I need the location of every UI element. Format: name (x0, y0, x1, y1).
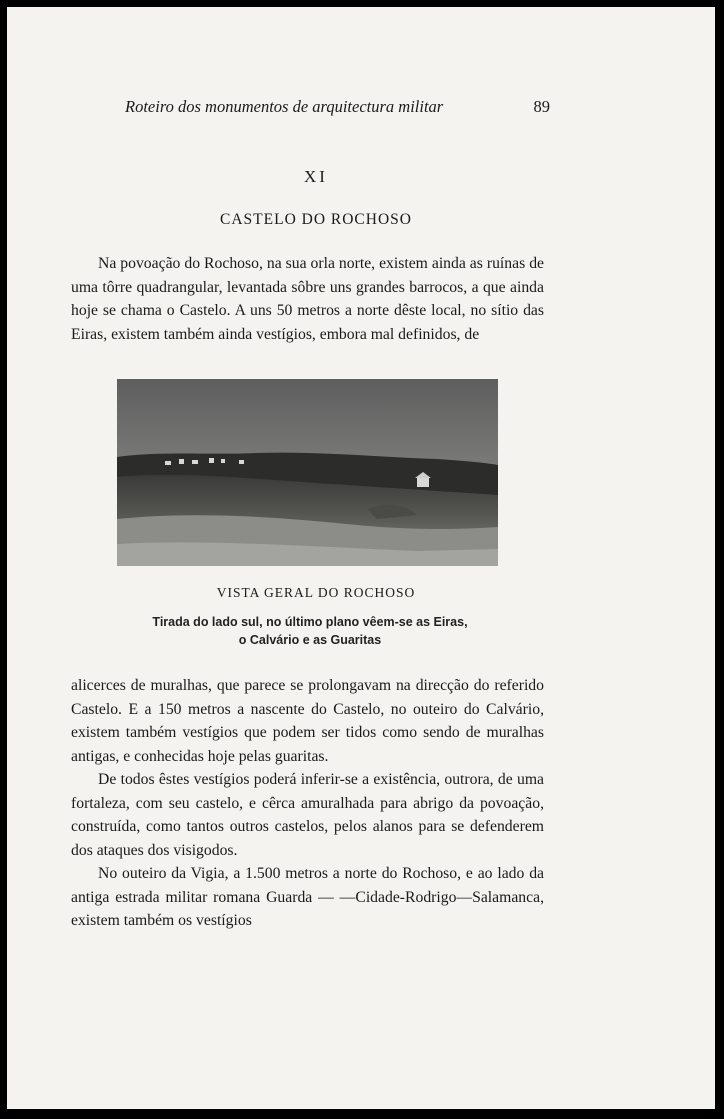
caption-line: o Calvário e as Guaritas (238, 633, 382, 647)
body-text-bottom (71, 674, 544, 933)
section-heading: CASTELO DO ROCHOSO (220, 211, 412, 228)
running-title: Roteiro dos monumentos de arquitectura militar (125, 97, 444, 116)
book-page (7, 7, 715, 1109)
caption-line: Tirada do lado sul, no último plano vêem-se as Eiras, (152, 615, 468, 629)
paragraph: No outeiro da Vigia, a 1.500 metros a norte do Rochoso, e ao lado da antiga estrada militar romana Guarda — —Cidade-Rodrigo—Salamanca, existem também os vestígios (71, 865, 544, 929)
page-number: 89 (533, 97, 550, 116)
chapter-number: XI (304, 167, 328, 186)
landscape-photo (117, 379, 498, 566)
photo-caption-description (113, 613, 507, 649)
paragraph: alicerces de muralhas, que parece se prolongavam na direcção do referido Castelo. E a 150 metros a nascente do Castelo, no outeiro do Calvário, existem também vestígios que podem ser tidos como sendo de muralhas antigas, e conhecidas hoje pelas guaritas. (71, 677, 544, 765)
paragraph: Na povoação do Rochoso, na sua orla norte, existem ainda as ruínas de uma tôrre quadrangular, levantada sôbre uns grandes barrocos, a que ainda hoje se chama o Castelo. A uns 50 metros a norte dêste local, no sítio das Eiras, existem também ainda vestígios, embora mal definidos, de (71, 255, 544, 343)
paragraph: De todos êstes vestígios poderá inferir-se a existência, outrora, de uma fortaleza, com seu castelo, e cêrca amuralhada para abrigo da povoação, construída, como tantos outros castelos, pelos alanos para se defenderem dos ataques dos visigodos. (71, 771, 544, 859)
photo-caption-title: VISTA GERAL DO ROCHOSO (216, 585, 416, 600)
body-text-top (71, 252, 544, 346)
